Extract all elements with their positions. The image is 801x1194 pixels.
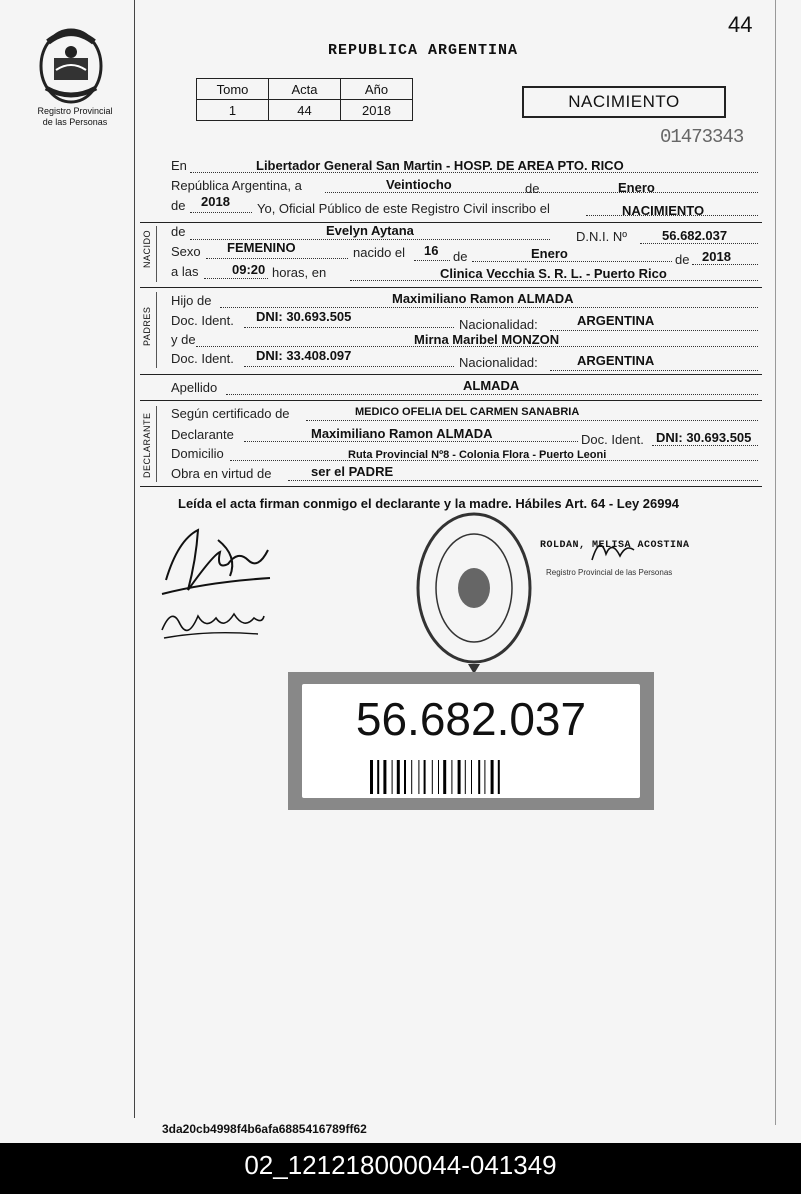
child-name: Evelyn Aytana (326, 223, 414, 238)
closing-text: Leída el acta firman conmigo el declarante y la madre. Hábiles Art. 64 - Ley 26994 (178, 496, 679, 511)
tomo-value: 1 (197, 100, 269, 121)
left-margin-rule (134, 0, 135, 1118)
certificado-label: Según certificado de (171, 406, 290, 421)
registration-place: Libertador General San Martin - HOSP. DE AREA PTO. RICO (256, 158, 624, 173)
acta-value: 44 (269, 100, 341, 121)
registry-label-line2: de las Personas (42, 117, 108, 127)
country-title: REPUBLICA ARGENTINA (328, 42, 519, 59)
a-las-label: a las (171, 264, 199, 279)
declarante-section-bar (156, 406, 157, 482)
mother-nationality-line (550, 370, 758, 371)
provincial-seal-logo (36, 22, 106, 104)
obra-line (288, 480, 758, 481)
document-hash: 3da20cb4998f4b6afa6885416789ff62 (162, 1122, 367, 1136)
birth-time: 09:20 (232, 262, 266, 277)
de-label-1: de (525, 181, 540, 196)
birth-year-line (692, 264, 758, 265)
serial-number: 01473343 (660, 126, 744, 148)
apellido-top-rule (140, 374, 762, 375)
footer-id-bar (0, 1143, 801, 1194)
padres-section-bar (156, 292, 157, 368)
father-doc: DNI: 30.693.505 (256, 309, 352, 324)
birth-place: Clinica Vecchia S. R. L. - Puerto Rico (440, 266, 667, 281)
acta-header: Acta (269, 79, 341, 100)
birth-time-line (204, 278, 268, 279)
padres-section-label: PADRES (142, 306, 152, 346)
child-dni: 56.682.037 (662, 228, 728, 243)
birth-day-line (414, 260, 450, 261)
certificado-line (306, 420, 758, 421)
mother-doc: DNI: 33.408.097 (256, 348, 352, 363)
de-label-2: de (171, 198, 186, 213)
registration-month: Enero (618, 180, 655, 195)
father-name-line (220, 307, 758, 308)
father-nationality-line (550, 330, 758, 331)
nacido-de-label: de (171, 224, 186, 239)
republica-label: República Argentina, a (171, 178, 302, 193)
dni-sticker-number: 56.682.037 (355, 693, 587, 745)
tomo-header: Tomo (197, 79, 269, 100)
nacido-section-label: NACIDO (142, 229, 152, 268)
registry-label (20, 106, 130, 128)
sexo-line (206, 258, 348, 259)
declarante-label: Declarante (171, 427, 234, 442)
domicilio-value: Ruta Provincial Nº8 - Colonia Flora - Puerto Leoni (348, 449, 607, 461)
official-name: ROLDAN, MELISA ACOSTINA (540, 540, 690, 551)
declarante-doc-label: Doc. Ident. (581, 432, 644, 447)
dni-sticker-inner (302, 684, 640, 798)
registration-year: 2018 (201, 194, 230, 209)
father-nationality-label: Nacionalidad: (459, 317, 538, 332)
declarante-bottom-rule (140, 486, 762, 487)
birth-day: 16 (424, 243, 439, 258)
birth-de-label: de (453, 249, 468, 264)
father-nationality: ARGENTINA (577, 313, 655, 328)
declarante-top-rule (140, 400, 762, 401)
birth-month-line (472, 261, 672, 262)
y-de-label: y de (171, 332, 196, 347)
barcode (370, 760, 590, 794)
father-doc-line (244, 327, 454, 328)
declarante-signature (158, 520, 278, 600)
sexo-label: Sexo (171, 244, 201, 259)
date-line (325, 192, 758, 193)
en-label: En (171, 158, 187, 173)
father-doc-label: Doc. Ident. (171, 313, 234, 328)
obra-label: Obra en virtud de (171, 466, 272, 481)
birth-year: 2018 (702, 249, 731, 264)
apellido-line (226, 394, 758, 395)
ano-value: 2018 (341, 100, 413, 121)
horas-en-label: horas, en (272, 265, 327, 280)
nacido-el-label: nacido el (353, 245, 406, 260)
ano-header: Año (341, 79, 413, 100)
declarante-name-line (244, 441, 578, 442)
official-role: Registro Provincial de las Personas (546, 568, 673, 577)
officer-text: Yo, Oficial Público de este Registro Civil inscribo el (257, 201, 550, 216)
mother-nationality: ARGENTINA (577, 353, 655, 368)
certificado-value: MEDICO OFELIA DEL CARMEN SANABRIA (355, 406, 580, 418)
declarante-doc: DNI: 30.693.505 (656, 430, 752, 445)
tomo-acta-ano-table (196, 78, 413, 121)
child-sexo: FEMENINO (227, 240, 296, 255)
mother-doc-line (244, 366, 454, 367)
declarante-doc-line (652, 445, 758, 446)
domicilio-label: Domicilio (171, 446, 224, 461)
mother-name: Mirna Maribel MONZON (414, 332, 560, 347)
apellido-label: Apellido (171, 380, 218, 395)
padres-top-rule (140, 287, 762, 288)
mother-signature (158, 600, 268, 646)
right-margin-rule (775, 0, 776, 1125)
dni-sticker (288, 672, 654, 810)
registration-day: Veintiocho (386, 177, 452, 192)
father-name: Maximiliano Ramon ALMADA (392, 291, 574, 306)
declarante-section-label: DECLARANTE (142, 412, 152, 478)
year-line (190, 212, 252, 213)
official-stamp (412, 508, 536, 674)
registration-act-type: NACIMIENTO (622, 203, 705, 218)
page-number: 44 (728, 12, 753, 37)
hijo-de-label: Hijo de (171, 293, 212, 308)
registry-label-line1: Registro Provincial (37, 106, 113, 116)
nacido-top-rule (140, 222, 762, 223)
nacido-section-bar (156, 226, 157, 282)
birth-month: Enero (531, 246, 568, 261)
mother-nationality-label: Nacionalidad: (459, 355, 538, 370)
declarante-name: Maximiliano Ramon ALMADA (311, 426, 493, 441)
obra-value: ser el PADRE (311, 464, 394, 479)
birth-de-label-2: de (675, 252, 690, 267)
apellido-value: ALMADA (463, 378, 520, 393)
dni-line (640, 243, 758, 244)
dni-label: D.N.I. Nº (576, 229, 627, 244)
mother-doc-label: Doc. Ident. (171, 351, 234, 366)
footer-id: 02_121218000044-041349 (244, 1150, 557, 1180)
doc-type-box: NACIMIENTO (522, 86, 726, 118)
